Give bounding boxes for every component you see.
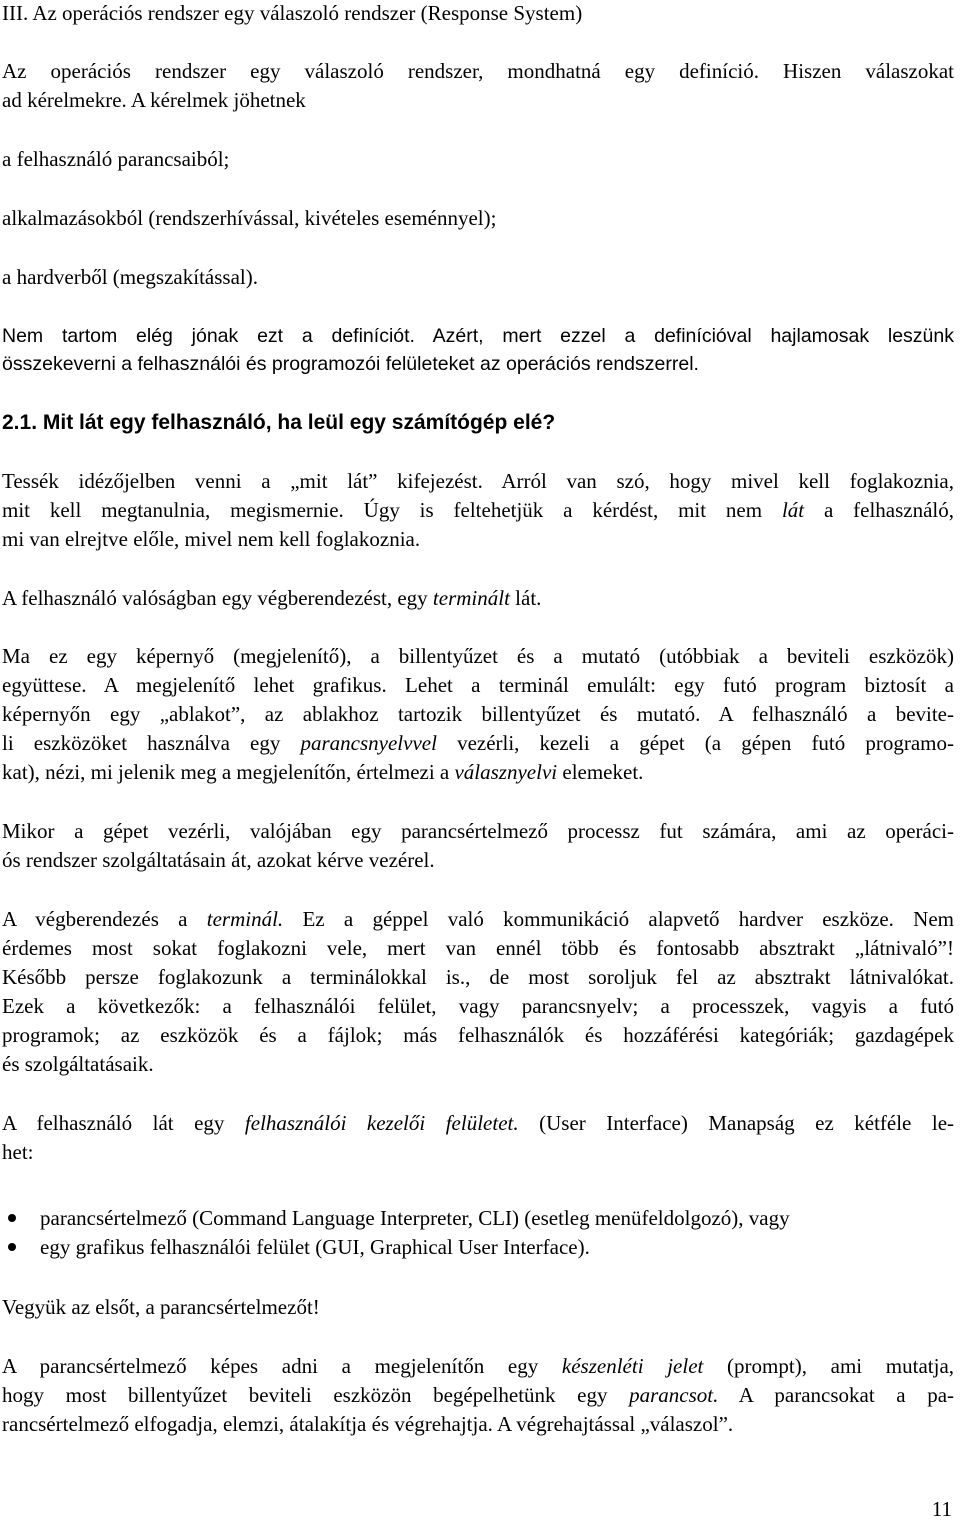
intro-line-2: ad kérelmekre. A kérelmek jöhetnek: [2, 88, 306, 112]
p10-line-1: A parancsértelmező képes adni a megjelenítőn egy készenléti jelet (prompt), ami mutatja,: [2, 1354, 955, 1378]
p5-line-2: együttese. A megjelenítő lehet grafikus. Lehet a terminál emulált: egy futó program biztosít a: [2, 673, 954, 697]
p7-line-5: programok; az eszközök és a fájlok; más felhasználók és hozzáférési kategóriák; gazdagépek: [2, 1023, 954, 1047]
bullet-dot: [8, 1214, 16, 1222]
p5-line-3: képernyőn egy „ablakot”, az ablakhoz tartozik billentyűzet és mutató. A felhasználó a bevite-: [2, 702, 954, 726]
p7-line-1: A végberendezés a terminál. Ez a géppel való kommunikáció alapvető hardver eszköze. Nem: [2, 907, 955, 931]
p7-line-4: Ezek a következők: a felhasználói felület, vagy parancsnyelv; a processzek, vagyis a futó: [2, 994, 954, 1018]
bullet-item-gui: egy grafikus felhasználói felület (GUI, Graphical User Interface).: [40, 1235, 590, 1259]
p7-line-3: Később persze foglakozunk a terminálokkal is., de most soroljuk fel az absztrakt látnivalókat.: [2, 965, 954, 989]
p4-line: A felhasználó valóságban egy végberendezést, egy terminált lát.: [2, 586, 542, 610]
p3-line-3: mi van elrejtve előle, mivel nem kell foglakoznia.: [2, 527, 421, 551]
subsection-heading: 2.1. Mit lát egy felhasználó, ha leül egy számítógép elé?: [2, 411, 556, 434]
page-number: 11: [931, 1497, 952, 1521]
p5-line-5: kat), nézi, mi jelenik meg a megjelenítőn, értelmezi a válasznyelvi elemeket.: [2, 760, 644, 784]
source-item-apps: alkalmazásokból (rendszerhívással, kivételes eseménnyel);: [2, 206, 497, 230]
p10-line-3: rancsértelmező elfogadja, elemzi, átalakítja és végrehajtja. A végrehajtással „válaszol”.: [2, 1412, 734, 1436]
p3-line-1: Tessék idézőjelben venni a „mit lát” kifejezést. Arról van szó, hogy mivel kell foglakoznia,: [2, 469, 954, 493]
critique-line-1: Nem tartom elég jónak ezt a definíciót. Azért, mert ezzel a definícióval hajlamosak leszünk: [2, 325, 954, 347]
p7-line-6: és szolgáltatásaik.: [2, 1052, 154, 1076]
p8-line-1: A felhasználó lát egy felhasználói kezelői felületet. (User Interface) Manapság ez kétféle le-: [2, 1111, 955, 1135]
section-title: III. Az operációs rendszer egy válaszoló rendszer (Response System): [2, 1, 583, 25]
p8-line-2: het:: [2, 1140, 34, 1164]
p9-line: Vegyük az elsőt, a parancsértelmezőt!: [2, 1295, 320, 1319]
p3-line-2: mit kell megtanulnia, megismernie. Úgy is feltehetjük a kérdést, mit nem lát a felhasználó,: [2, 498, 955, 522]
intro-line-1: Az operációs rendszer egy válaszoló rendszer, mondhatná egy definíció. Hiszen válaszokat: [2, 59, 954, 83]
bullet-dot: [8, 1243, 16, 1251]
source-item-user: a felhasználó parancsaiból;: [2, 147, 230, 171]
source-item-hardware: a hardverből (megszakítással).: [2, 265, 258, 289]
p6-line-1: Mikor a gépet vezérli, valójában egy parancsértelmező processz fut számára, ami az operáci-: [2, 819, 954, 843]
p5-line-1: Ma ez egy képernyő (megjelenítő), a billentyűzet és a mutató (utóbbiak a beviteli eszközök): [2, 644, 954, 668]
p10-line-2: hogy most billentyűzet beviteli eszközön begépelhetünk egy parancsot. A parancsokat a pa-: [2, 1383, 955, 1407]
p5-line-4: li eszközöket használva egy parancsnyelvvel vezérli, kezeli a gépet (a gépen futó programo-: [2, 731, 955, 755]
p7-line-2: érdemes most sokat foglakozni vele, mert van ennél több és fontosabb absztrakt „látnivaló”!: [2, 936, 954, 960]
critique-line-2: összekeverni a felhasználói és programozói felületeket az operációs rendszerrel.: [2, 353, 699, 375]
p6-line-2: ós rendszer szolgáltatásain át, azokat kérve vezérel.: [2, 848, 435, 872]
bullet-item-cli: parancsértelmező (Command Language Interpreter, CLI) (esetleg menüfeldolgozó), vagy: [40, 1206, 790, 1230]
